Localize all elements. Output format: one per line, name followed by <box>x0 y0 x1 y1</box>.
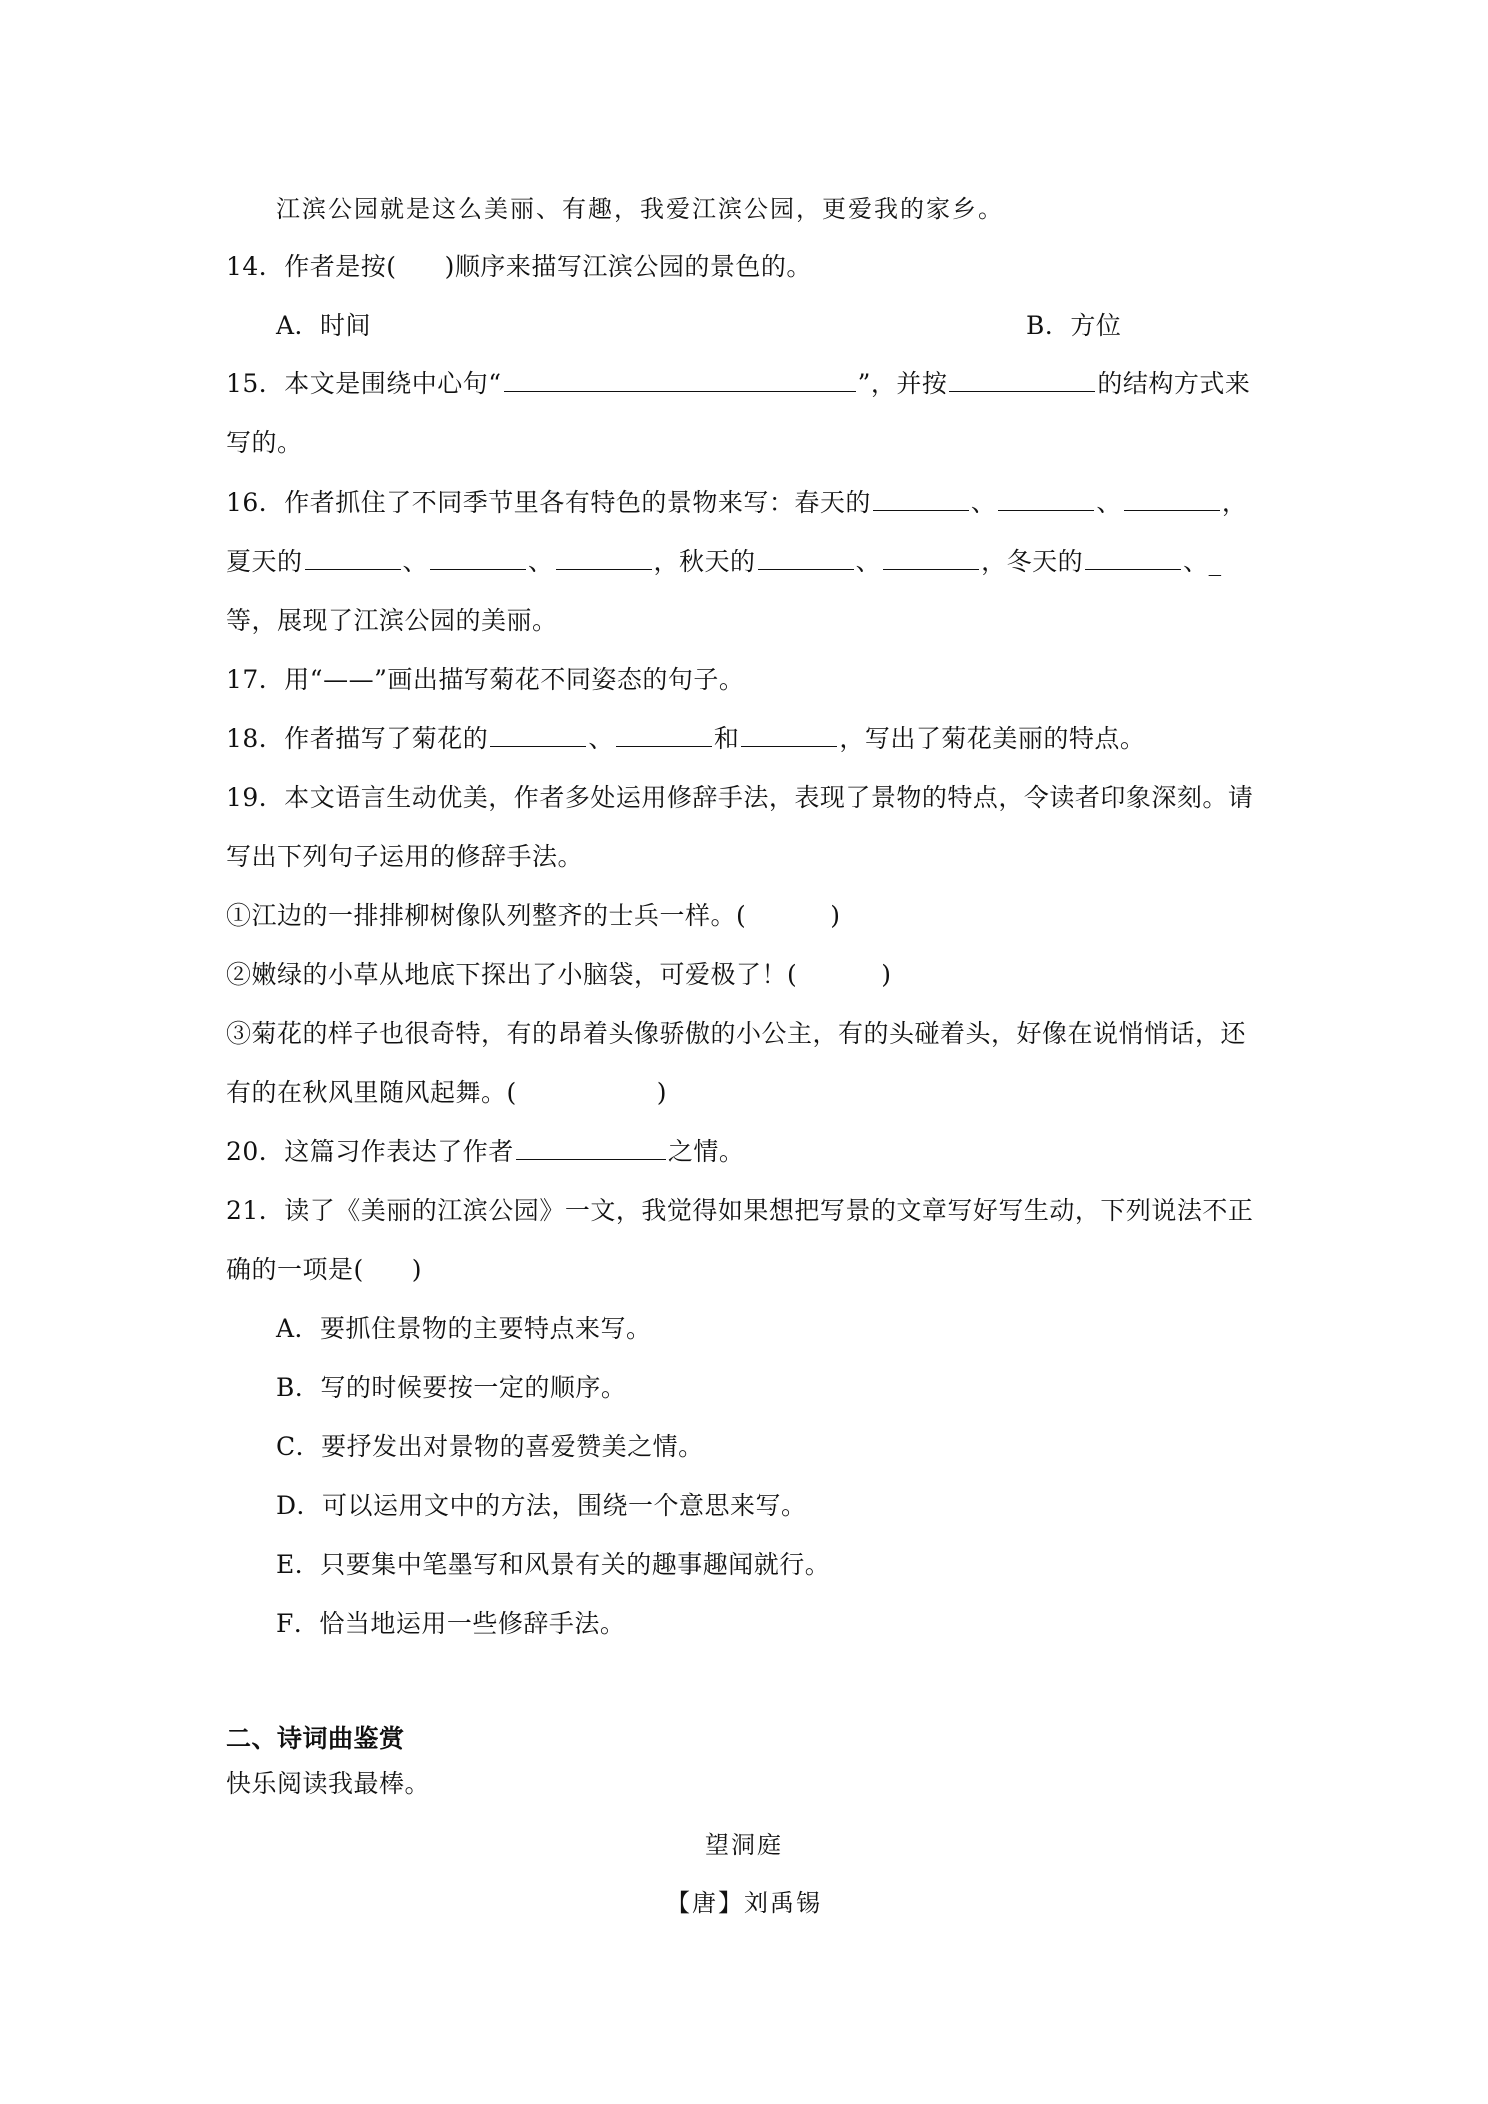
section-2-title: 二、诗词曲鉴赏 <box>226 1724 405 1753</box>
q14-stem-start: 14．作者是按( <box>226 252 397 281</box>
q14-option-a[interactable]: A．时间 <box>276 311 372 340</box>
q16-line3: 等，展现了江滨公园的美丽。 <box>226 606 558 635</box>
question-17: 17．用“——”画出描写菊花不同姿态的句子。 <box>226 665 745 694</box>
q15-blank-structure[interactable] <box>949 369 1095 392</box>
q15-stem-part2: ”，并按 <box>857 369 948 398</box>
q16-blank-spring-1[interactable] <box>873 488 969 511</box>
q14-stem-end: )顺序来描写江滨公园的景色的。 <box>444 252 812 281</box>
q19-line2: 写出下列句子运用的修辞手法。 <box>226 842 584 871</box>
q16-blank-spring-3[interactable] <box>1124 488 1220 511</box>
q18-blank-3[interactable] <box>741 724 837 747</box>
q18-blank-2[interactable] <box>616 724 712 747</box>
q16-line2: 夏天的 、 、 ，秋天的 、 ，冬天的 、_ <box>226 547 1222 576</box>
question-18: 18．作者描写了菊花的 、 和 ，写出了菊花美丽的特点。 <box>226 724 1146 753</box>
q16-blank-summer-2[interactable] <box>430 547 526 570</box>
q20-blank[interactable] <box>516 1137 666 1160</box>
q21-option-f[interactable]: F．恰当地运用一些修辞手法。 <box>276 1609 626 1638</box>
q15-stem-part1: 15．本文是围绕中心句“ <box>226 369 502 398</box>
q16-blank-autumn-1[interactable] <box>758 547 854 570</box>
q18-blank-1[interactable] <box>490 724 586 747</box>
question-16: 16．作者抓住了不同季节里各有特色的景物来写：春天的 、 、 ， <box>226 488 1248 517</box>
question-20: 20．这篇习作表达了作者 之情。 <box>226 1137 745 1166</box>
q21-option-a[interactable]: A．要抓住景物的主要特点来写。 <box>276 1314 652 1343</box>
q16-blank-autumn-2[interactable] <box>883 547 979 570</box>
q15-line2: 写的。 <box>226 428 303 457</box>
q15-stem-part3: 的结构方式来 <box>1097 369 1251 398</box>
q21-line2: 确的一项是( ) <box>226 1255 423 1284</box>
question-14 <box>226 251 1273 283</box>
q16-blank-summer-1[interactable] <box>305 547 401 570</box>
question-21: 21．读了《美丽的江滨公园》一文，我觉得如果想把写景的文章写好写生动，下列说法不正 <box>226 1196 1254 1225</box>
q21-option-c[interactable]: C．要抒发出对景物的喜爱赞美之情。 <box>276 1432 704 1461</box>
q21-option-e[interactable]: E．只要集中笔墨写和风景有关的趣事趣闻就行。 <box>276 1550 831 1579</box>
q16-blank-summer-3[interactable] <box>556 547 652 570</box>
q19-sentence-3: ③菊花的样子也很奇特，有的昂着头像骄傲的小公主，有的头碰着头，好像在说悄悄话，还 <box>226 1019 1247 1048</box>
q16-blank-winter-1[interactable] <box>1085 547 1181 570</box>
question-15 <box>226 368 1273 400</box>
q21-option-b[interactable]: B．写的时候要按一定的顺序。 <box>276 1373 627 1402</box>
q19-sentence-2: ②嫩绿的小草从地底下探出了小脑袋，可爱极了！( ) <box>226 960 892 989</box>
question-19: 19．本文语言生动优美，作者多处运用修辞手法，表现了景物的特点，令读者印象深刻。请 <box>226 783 1254 812</box>
q21-option-d[interactable]: D．可以运用文中的方法，围绕一个意思来写。 <box>276 1491 807 1520</box>
passage-closing-sentence: 江滨公园就是这么美丽、有趣，我爱江滨公园，更爱我的家乡。 <box>276 195 1004 223</box>
q14-options <box>276 310 1273 342</box>
section-2-intro: 快乐阅读我最棒。 <box>226 1769 431 1798</box>
q19-sentence-3-line2: 有的在秋风里随风起舞。( ) <box>226 1078 668 1107</box>
q15-blank-central-sentence[interactable] <box>504 369 856 392</box>
poem-author: 【唐】刘禹锡 <box>666 1889 822 1917</box>
poem-title: 望洞庭 <box>705 1831 783 1859</box>
q16-stem: 16．作者抓住了不同季节里各有特色的景物来写：春天的 <box>226 488 871 517</box>
q16-blank-spring-2[interactable] <box>998 488 1094 511</box>
q19-sentence-1: ①江边的一排排柳树像队列整齐的士兵一样。( ) <box>226 901 841 930</box>
q14-option-b[interactable]: B．方位 <box>1026 311 1122 340</box>
